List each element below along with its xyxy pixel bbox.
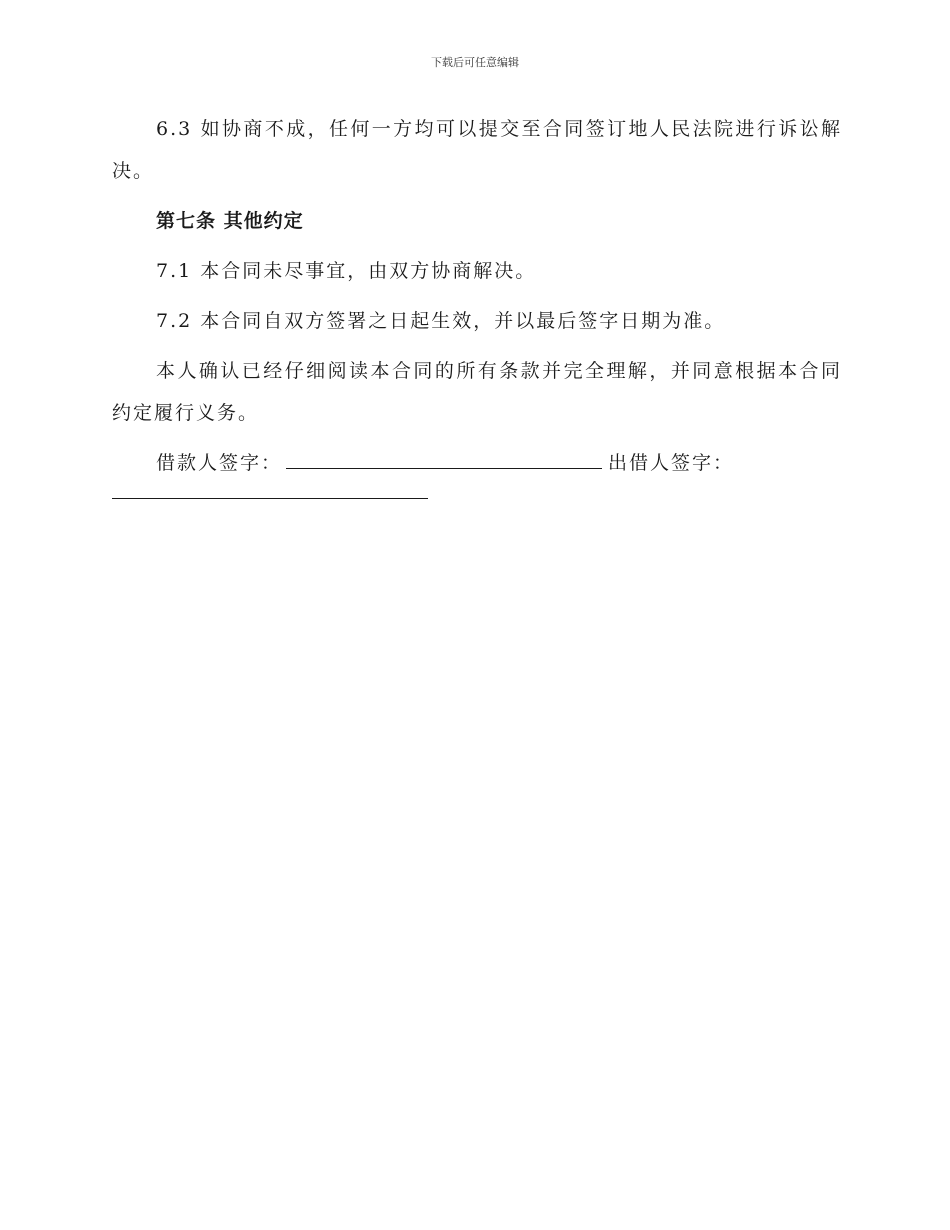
clause-6-3: 6.3 如协商不成，任何一方均可以提交至合同签订地人民法院进行诉讼解决。 xyxy=(112,118,842,182)
signature-row xyxy=(112,442,842,484)
lender-signature-row xyxy=(112,484,842,518)
confirmation-statement: 本人确认已经仔细阅读本合同的所有条款并完全理解，并同意根据本合同约定履行义务。 xyxy=(112,360,842,424)
clause-7-1: 7.1 本合同未尽事宜，由双方协商解决。 xyxy=(156,260,537,282)
borrower-signature-label: 借款人签字： xyxy=(156,452,283,474)
borrower-signature-line[interactable] xyxy=(286,467,602,469)
lender-signature-label: 出借人签字： xyxy=(608,452,735,474)
lender-signature-line[interactable] xyxy=(112,497,428,499)
document-body xyxy=(112,108,842,518)
clause-7-2: 7.2 本合同自双方签署之日起生效，并以最后签字日期为准。 xyxy=(156,310,726,332)
page-header: 下载后可任意编辑 xyxy=(431,56,519,69)
article-7-heading: 第七条 其他约定 xyxy=(156,210,304,232)
